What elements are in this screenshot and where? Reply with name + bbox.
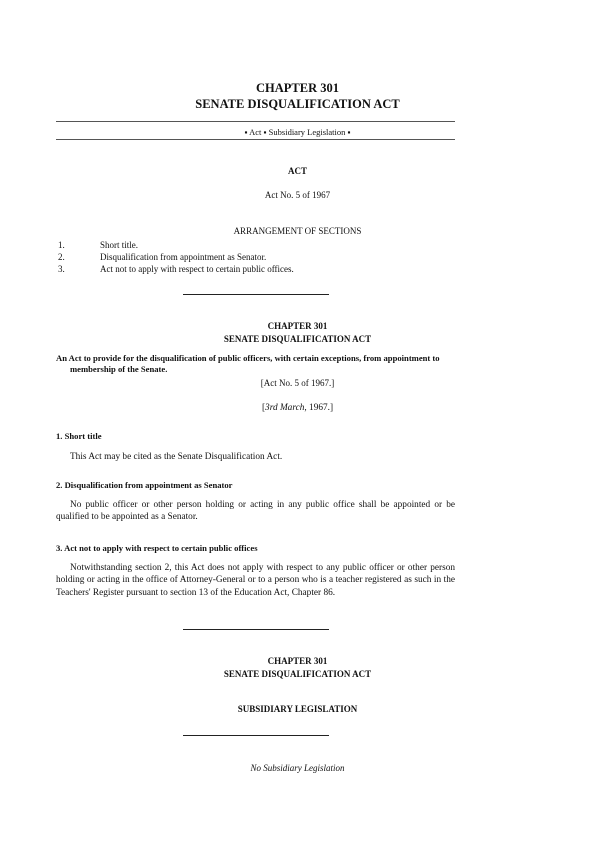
subsidiary-chapter-heading: CHAPTER 301 bbox=[267, 656, 328, 666]
arrangement-heading: ARRANGEMENT OF SECTIONS bbox=[233, 226, 362, 236]
chapter-heading: CHAPTER 301 bbox=[256, 81, 339, 95]
section-2-text: No public officer or other person holding or acting in any public office shall be appointed or be qualified to be appointed as a Senator. bbox=[56, 500, 455, 523]
section-1-heading: 1. Short title bbox=[56, 431, 102, 441]
arrangement-item-link[interactable]: Disqualification from appointment as Senator. bbox=[100, 252, 267, 262]
body-chapter-heading: CHAPTER 301 bbox=[267, 321, 328, 331]
act-number: Act No. 5 of 1967 bbox=[264, 190, 331, 200]
nav-bottom-rule bbox=[56, 139, 455, 140]
section-divider bbox=[183, 629, 329, 630]
nav-bullet: ▪ bbox=[263, 127, 267, 137]
act-reference: [Act No. 5 of 1967.] bbox=[260, 378, 335, 388]
nav-bullet: ▪ bbox=[244, 127, 248, 137]
body-act-title: SENATE DISQUALIFICATION ACT bbox=[223, 334, 372, 344]
document-nav bbox=[0, 127, 595, 137]
commencement-open-bracket: [ bbox=[261, 403, 266, 413]
section-1-text: This Act may be cited as the Senate Disqualification Act. bbox=[70, 452, 283, 462]
arrangement-item-number: 1. bbox=[58, 240, 65, 250]
commencement-year: , 1967.] bbox=[304, 403, 334, 413]
section-divider bbox=[183, 735, 329, 736]
long-title: An Act to provide for the disqualification of public officers, with certain exceptions, from appointment to membership of the Senate. bbox=[56, 353, 440, 374]
nav-link-subsidiary-legislation[interactable]: Subsidiary Legislation bbox=[268, 127, 346, 137]
no-subsidiary-note: No Subsidiary Legislation bbox=[250, 763, 345, 773]
nav-bullet: ▪ bbox=[347, 127, 351, 137]
section-divider bbox=[183, 294, 329, 295]
section-3-heading: 3. Act not to apply with respect to certain public offices bbox=[56, 543, 258, 553]
section-2-heading: 2. Disqualification from appointment as Senator bbox=[56, 480, 233, 490]
nav-link-act[interactable]: Act bbox=[249, 127, 262, 137]
nav-top-rule bbox=[56, 121, 455, 122]
commencement-day: 3rd March bbox=[265, 403, 305, 413]
subsidiary-legislation-heading: SUBSIDIARY LEGISLATION bbox=[237, 704, 358, 714]
subsidiary-act-title: SENATE DISQUALIFICATION ACT bbox=[223, 669, 372, 679]
arrangement-item-number: 2. bbox=[58, 252, 65, 262]
arrangement-item-link[interactable]: Act not to apply with respect to certain public offices. bbox=[100, 264, 294, 274]
arrangement-item-link[interactable]: Short title. bbox=[100, 240, 138, 250]
commencement-date bbox=[0, 402, 595, 414]
act-title-heading: SENATE DISQUALIFICATION ACT bbox=[195, 97, 400, 111]
arrangement-item-number: 3. bbox=[58, 264, 65, 274]
act-heading: ACT bbox=[287, 166, 307, 176]
section-3-text: Notwithstanding section 2, this Act does not apply with respect to any public officer or other person holding or acting in the office of Attorney-General or to a person who is a teacher registered as such in the Teachers' Register pursuant to section 13 of the Education Act, Chapter 86. bbox=[56, 563, 455, 598]
